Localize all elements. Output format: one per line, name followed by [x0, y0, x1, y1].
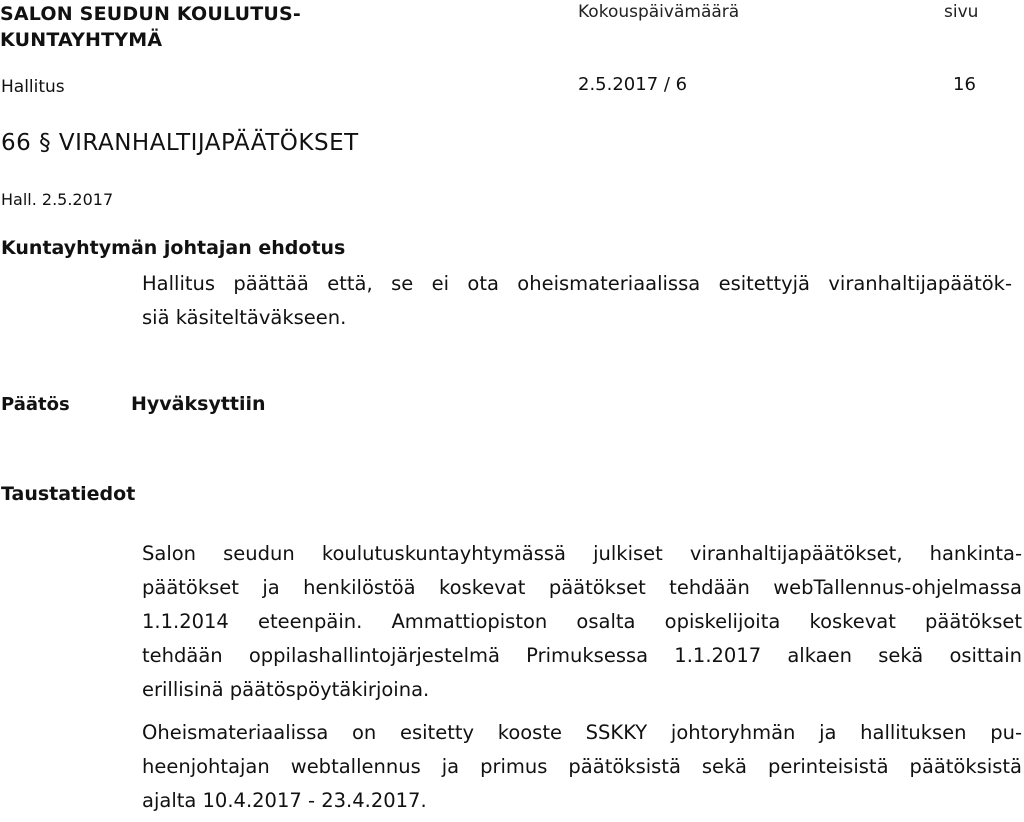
page-label: sivu [944, 2, 979, 22]
department-name: Hallitus [1, 77, 65, 97]
organization-name-line1: SALON SEUDUN KOULUTUS- [0, 3, 301, 25]
section-title: 66 § VIRANHALTIJAPÄÄTÖKSET [1, 130, 359, 156]
proposal-line: siä käsiteltäväkseen. [142, 306, 347, 329]
paragraph-line: tehdään oppilashallintojärjestelmä Primuksessa 1.1.2017 alkaen sekä osittain [142, 644, 1022, 667]
decision-label: Päätös [1, 394, 70, 415]
page-number: 16 [953, 74, 976, 95]
paragraph-line: heenjohtajan webtallennus ja primus päätöksistä sekä perinteisistä päätöksistä [142, 755, 1022, 778]
background-heading: Taustatiedot [1, 483, 136, 505]
proposal-heading: Kuntayhtymän johtajan ehdotus [1, 237, 346, 259]
paragraph-line: erillisinä päätöspöytäkirjoina. [142, 678, 430, 701]
proposal-line: Hallitus päättää että, se ei ota oheismateriaalissa esitettyjä viranhaltijapäätök- [142, 272, 1012, 295]
paragraph-line: Oheismateriaalissa on esitetty kooste SSKKY johtoryhmän ja hallituksen pu- [142, 721, 1022, 744]
background-paragraph-2 [142, 716, 1022, 818]
meeting-date-label: Kokouspäivämäärä [578, 2, 740, 22]
organization-name [0, 1, 340, 53]
decision-value: Hyväksyttiin [131, 393, 266, 415]
hall-date: Hall. 2.5.2017 [1, 190, 114, 209]
background-paragraph-1 [142, 537, 1022, 707]
paragraph-line: 1.1.2014 eteenpäin. Ammattiopiston osalta opiskelijoita koskevat päätökset [142, 610, 1022, 633]
meeting-date: 2.5.2017 / 6 [578, 74, 688, 95]
paragraph-line: ajalta 10.4.2017 - 23.4.2017. [142, 789, 427, 812]
organization-name-line2: KUNTAYHTYMÄ [0, 29, 163, 51]
proposal-text [142, 267, 1012, 335]
paragraph-line: Salon seudun koulutuskuntayhtymässä julkiset viranhaltijapäätökset, hankinta- [142, 542, 1022, 565]
paragraph-line: päätökset ja henkilöstöä koskevat päätökset tehdään webTallennus-ohjelmassa [142, 576, 1022, 599]
